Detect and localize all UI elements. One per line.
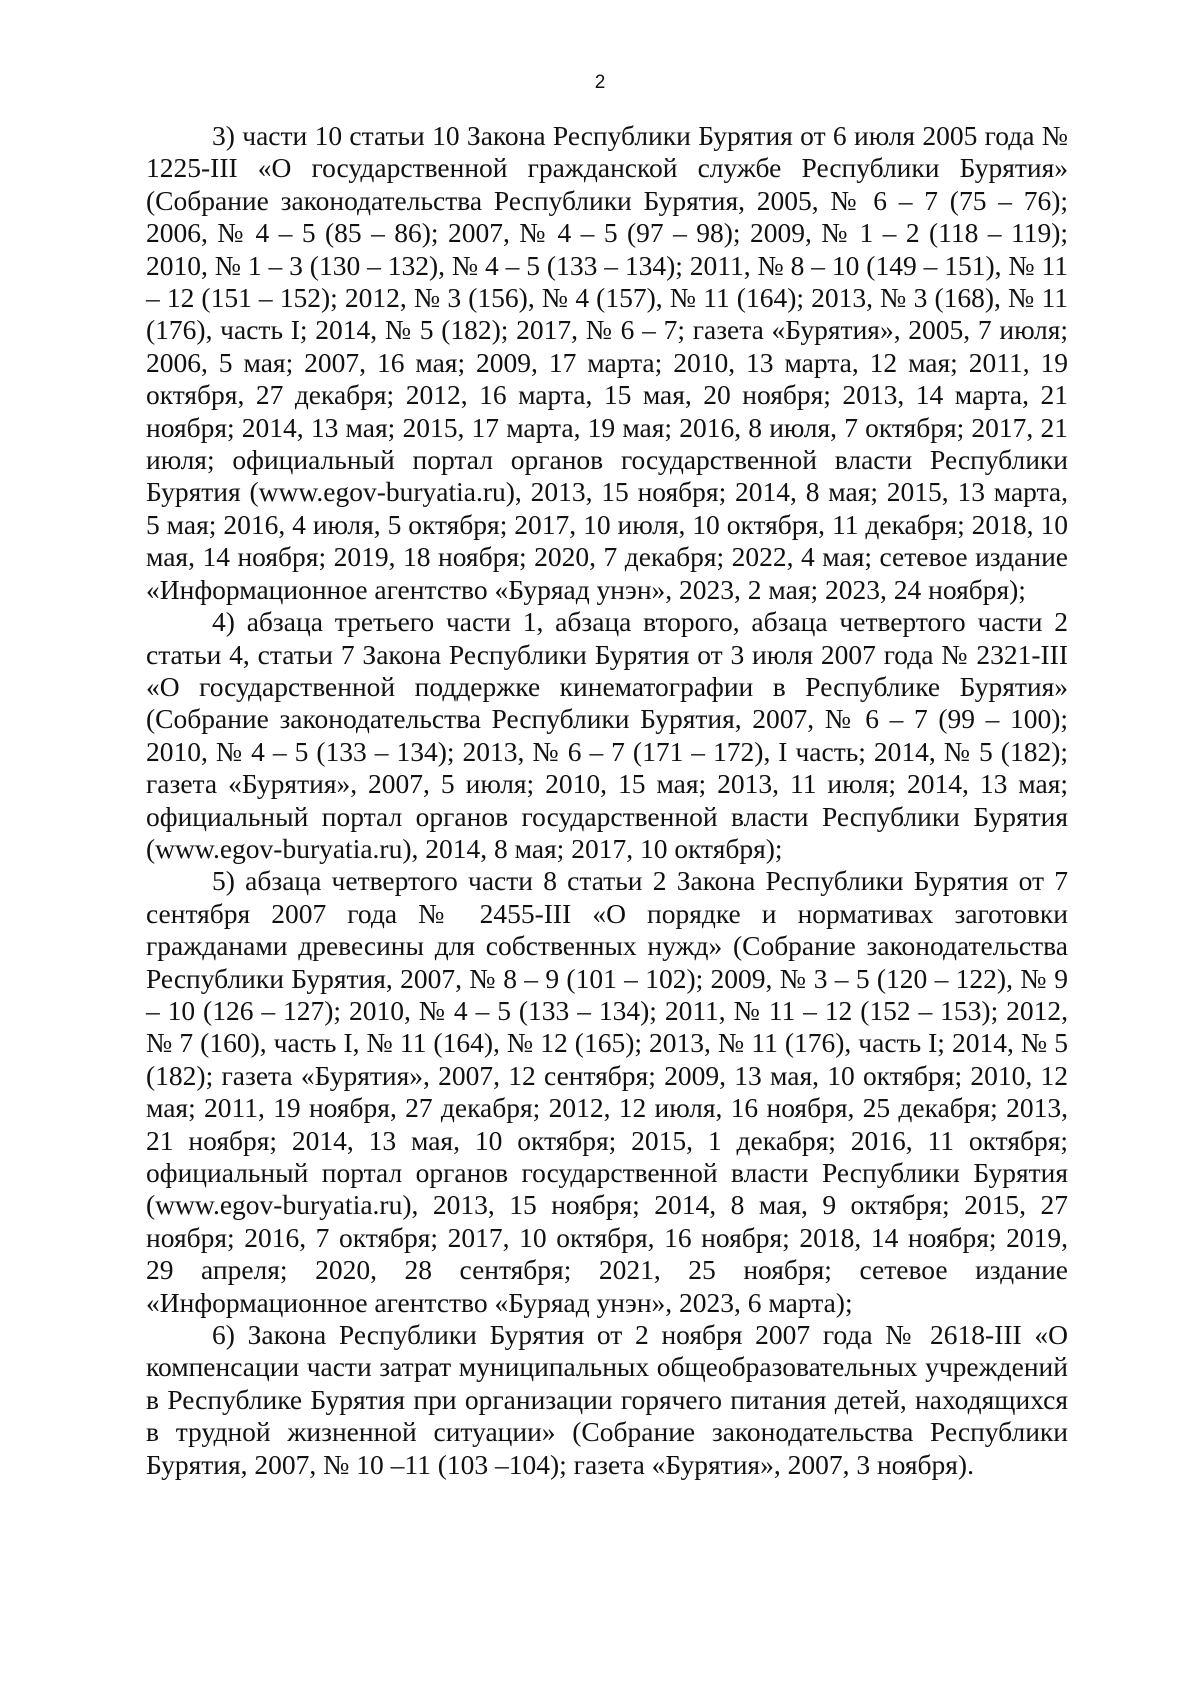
- list-item-4: 4) абзаца третьего части 1, абзаца второго, абзаца четвертого части 2 статьи 4, статьи 7 Закона Республики Бурятия от 3 июля 2007 года № 2321-III «О государственной поддержке кинематографии в Республике Бурятия» (Собрание законодательства Республики Бурятия, 2007, № 6 – 7 (99 – 100); 2010, № 4 – 5 (133 – 134); 2013, № 6 – 7 (171 – 172), I часть; 2014, № 5 (182); газета «Бурятия», 2007, 5 июля; 2010, 15 мая; 2013, 11 июля; 2014, 13 мая; официальный портал органов государственной власти Республики Бурятия (www.egov-buryatia.ru), 2014, 8 мая; 2017, 10 октября);: [146, 606, 1068, 864]
- list-item-3: 3) части 10 статьи 10 Закона Республики Бурятия от 6 июля 2005 года № 1225-III «О государственной гражданской службе Республики Бурятия» (Собрание законодательства Республики Бурятия, 2005, № 6 – 7 (75 – 76); 2006, № 4 – 5 (85 – 86); 2007, № 4 – 5 (97 – 98); 2009, № 1 – 2 (118 – 119); 2010, № 1 – 3 (130 – 132), № 4 – 5 (133 – 134); 2011, № 8 – 10 (149 – 151), № 11 – 12 (151 – 152); 2012, № 3 (156), № 4 (157), № 11 (164); 2013, № 3 (168), № 11 (176), часть I; 2014, № 5 (182); 2017, № 6 – 7; газета «Бурятия», 2005, 7 июля; 2006, 5 мая; 2007, 16 мая; 2009, 17 марта; 2010, 13 марта, 12 мая; 2011, 19 октября, 27 декабря; 2012, 16 марта, 15 мая, 20 ноября; 2013, 14 марта, 21 ноября; 2014, 13 мая; 2015, 17 марта, 19 мая; 2016, 8 июля, 7 октября; 2017, 21 июля; официальный портал органов государственной власти Республики Бурятия (www.egov-buryatia.ru), 2013, 15 ноября; 2014, 8 мая; 2015, 13 марта, 5 мая; 2016, 4 июля, 5 октября; 2017, 10 июля, 10 октября, 11 декабря; 2018, 10 мая, 14 ноября; 2019, 18 ноября; 2020, 7 декабря; 2022, 4 мая; сетевое издание «Информационное агентство «Буряад унэн», 2023, 2 мая; 2023, 24 ноября);: [146, 120, 1068, 605]
- list-item-5: 5) абзаца четвертого части 8 статьи 2 Закона Республики Бурятия от 7 сентября 2007 года № 2455-III «О порядке и нормативах заготовки гражданами древесины для собственных нужд» (Собрание законодательства Республики Бурятия, 2007, № 8 – 9 (101 – 102); 2009, № 3 – 5 (120 – 122), № 9 – 10 (126 – 127); 2010, № 4 – 5 (133 – 134); 2011, № 11 – 12 (152 – 153); 2012, № 7 (160), часть I, № 11 (164), № 12 (165); 2013, № 11 (176), часть I; 2014, № 5 (182); газета «Бурятия», 2007, 12 сентября; 2009, 13 мая, 10 октября; 2010, 12 мая; 2011, 19 ноября, 27 декабря; 2012, 12 июля, 16 ноября, 25 декабря; 2013, 21 ноября; 2014, 13 мая, 10 октября; 2015, 1 декабря; 2016, 11 октября; официальный портал органов государственной власти Республики Бурятия (www.egov-buryatia.ru), 2013, 15 ноября; 2014, 8 мая, 9 октября; 2015, 27 ноября; 2016, 7 октября; 2017, 10 октября, 16 ноября; 2018, 14 ноября; 2019, 29 апреля; 2020, 28 сентября; 2021, 25 ноября; сетевое издание «Информационное агентство «Буряад унэн», 2023, 6 марта);: [146, 865, 1068, 1318]
- document-body: [146, 120, 1068, 1481]
- page-number: 2: [594, 72, 606, 93]
- list-item-6: 6) Закона Республики Бурятия от 2 ноября 2007 года № 2618-III «О компенсации части затрат муниципальных общеобразовательных учреждений в Республике Бурятия при организации горячего питания детей, находящихся в трудной жизненной ситуации» (Собрание законодательства Республики Бурятия, 2007, № 10 –11 (103 –104); газета «Бурятия», 2007, 3 ноября).: [146, 1319, 1068, 1480]
